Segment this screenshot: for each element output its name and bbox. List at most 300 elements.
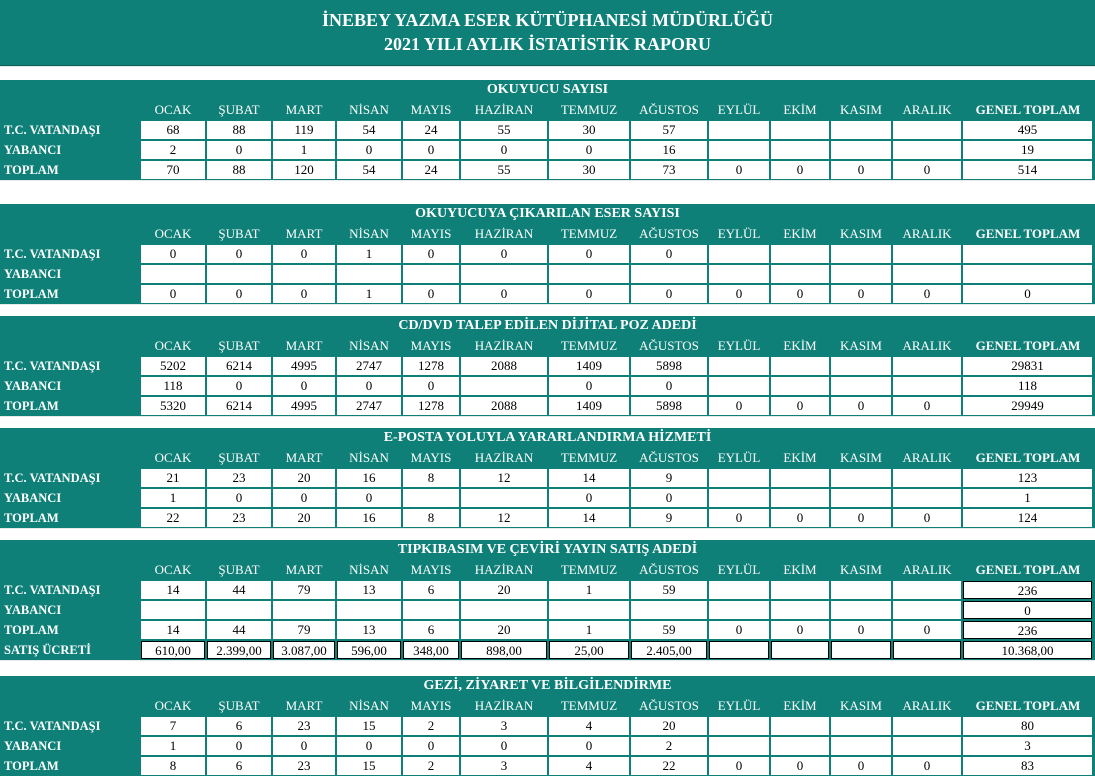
table-cell: 0 bbox=[831, 161, 891, 179]
table-cell bbox=[771, 377, 829, 395]
table-cell: 0 bbox=[273, 285, 335, 303]
table-cell: 0 bbox=[207, 141, 271, 159]
table-cell: 24 bbox=[403, 121, 459, 139]
month-header: ARALIK bbox=[902, 338, 952, 353]
row-label: T.C. VATANDAŞI bbox=[4, 719, 101, 733]
table-cell: 0 bbox=[831, 621, 891, 639]
table-cell bbox=[831, 121, 891, 139]
row-label: T.C. VATANDAŞI bbox=[4, 247, 101, 261]
table-cell: 0 bbox=[831, 509, 891, 527]
month-header: MAYIS bbox=[410, 450, 452, 465]
table-cell: 14 bbox=[549, 469, 629, 487]
table-row bbox=[0, 600, 1095, 620]
table-cell: 0 bbox=[709, 757, 769, 775]
table-cell: 22 bbox=[141, 509, 205, 527]
table-cell: 0 bbox=[337, 489, 401, 507]
table-cell: 1 bbox=[141, 489, 205, 507]
month-header: KASIM bbox=[840, 562, 882, 577]
month-header: NİSAN bbox=[349, 102, 389, 117]
table-cell: 6 bbox=[207, 717, 271, 735]
month-header: NİSAN bbox=[349, 450, 389, 465]
table-row bbox=[0, 620, 1095, 640]
total-cell: 0 bbox=[963, 601, 1092, 619]
table-cell: 44 bbox=[207, 621, 271, 639]
table-cell: 0 bbox=[709, 509, 769, 527]
month-header: TEMMUZ bbox=[560, 562, 618, 577]
month-header: TEMMUZ bbox=[560, 102, 618, 117]
stat-section bbox=[0, 316, 1095, 416]
table-cell: 5898 bbox=[631, 397, 707, 415]
table-cell: 596,00 bbox=[337, 641, 401, 659]
total-cell bbox=[963, 265, 1092, 283]
row-label: TOPLAM bbox=[4, 623, 59, 637]
total-cell: 236 bbox=[963, 621, 1092, 639]
table-cell: 1 bbox=[273, 141, 335, 159]
table-cell: 73 bbox=[631, 161, 707, 179]
table-cell bbox=[893, 601, 961, 619]
table-cell: 1 bbox=[337, 245, 401, 263]
month-header: ARALIK bbox=[902, 450, 952, 465]
table-cell: 120 bbox=[273, 161, 335, 179]
total-cell: 124 bbox=[963, 509, 1092, 527]
table-cell: 0 bbox=[709, 285, 769, 303]
table-cell bbox=[893, 141, 961, 159]
month-header-row bbox=[0, 224, 1095, 244]
month-header: AĞUSTOS bbox=[639, 102, 699, 117]
total-header: GENEL TOPLAM bbox=[975, 450, 1081, 465]
table-cell: 0 bbox=[631, 489, 707, 507]
table-cell: 20 bbox=[461, 581, 547, 599]
month-header: EYLÜL bbox=[717, 450, 761, 465]
table-cell: 0 bbox=[631, 285, 707, 303]
month-header: HAZİRAN bbox=[474, 226, 534, 241]
row-label: TOPLAM bbox=[4, 163, 59, 177]
table-cell: 0 bbox=[403, 285, 459, 303]
table-cell bbox=[893, 377, 961, 395]
table-cell: 2088 bbox=[461, 357, 547, 375]
table-cell bbox=[771, 121, 829, 139]
table-cell bbox=[771, 717, 829, 735]
table-cell: 2747 bbox=[337, 397, 401, 415]
stat-section bbox=[0, 80, 1095, 180]
table-cell bbox=[709, 469, 769, 487]
table-cell: 6 bbox=[207, 757, 271, 775]
table-cell: 3 bbox=[461, 757, 547, 775]
table-cell: 55 bbox=[461, 121, 547, 139]
table-cell: 348,00 bbox=[403, 641, 459, 659]
table-cell: 2747 bbox=[337, 357, 401, 375]
table-cell: 0 bbox=[207, 245, 271, 263]
total-cell: 29949 bbox=[963, 397, 1092, 415]
table-cell bbox=[709, 489, 769, 507]
month-header: EYLÜL bbox=[717, 226, 761, 241]
table-cell bbox=[141, 601, 205, 619]
table-cell bbox=[631, 265, 707, 283]
table-cell: 13 bbox=[337, 621, 401, 639]
month-header: ŞUBAT bbox=[218, 226, 260, 241]
table-cell: 6 bbox=[403, 581, 459, 599]
month-header: AĞUSTOS bbox=[639, 562, 699, 577]
table-cell bbox=[771, 245, 829, 263]
table-cell bbox=[893, 121, 961, 139]
table-cell: 0 bbox=[771, 161, 829, 179]
table-cell bbox=[207, 601, 271, 619]
month-header: EKİM bbox=[783, 226, 817, 241]
month-header: OCAK bbox=[154, 226, 192, 241]
table-cell: 6214 bbox=[207, 357, 271, 375]
table-cell: 0 bbox=[273, 245, 335, 263]
table-cell: 0 bbox=[337, 141, 401, 159]
table-cell: 0 bbox=[549, 489, 629, 507]
month-header: TEMMUZ bbox=[560, 698, 618, 713]
table-cell: 0 bbox=[207, 489, 271, 507]
table-cell: 0 bbox=[709, 161, 769, 179]
table-cell bbox=[771, 581, 829, 599]
table-cell: 0 bbox=[461, 737, 547, 755]
month-header: MART bbox=[285, 226, 323, 241]
table-cell bbox=[831, 641, 891, 659]
report-title bbox=[0, 0, 1095, 66]
month-header: EKİM bbox=[783, 698, 817, 713]
row-label: YABANCI bbox=[4, 491, 62, 505]
month-header: ARALIK bbox=[902, 226, 952, 241]
table-cell bbox=[831, 581, 891, 599]
month-header: NİSAN bbox=[349, 562, 389, 577]
total-cell: 83 bbox=[963, 757, 1092, 775]
month-header: NİSAN bbox=[349, 338, 389, 353]
row-label: YABANCI bbox=[4, 603, 62, 617]
month-header: ŞUBAT bbox=[218, 562, 260, 577]
total-cell: 29831 bbox=[963, 357, 1092, 375]
table-cell: 79 bbox=[273, 621, 335, 639]
table-cell: 0 bbox=[549, 377, 629, 395]
table-cell: 3 bbox=[461, 717, 547, 735]
table-cell bbox=[461, 601, 547, 619]
table-cell: 0 bbox=[771, 757, 829, 775]
table-cell bbox=[893, 265, 961, 283]
table-cell bbox=[461, 489, 547, 507]
table-cell: 0 bbox=[709, 621, 769, 639]
month-header: MART bbox=[285, 450, 323, 465]
table-cell: 55 bbox=[461, 161, 547, 179]
month-header: TEMMUZ bbox=[560, 338, 618, 353]
section-title: CD/DVD TALEP EDİLEN DİJİTAL POZ ADEDİ bbox=[0, 316, 1095, 336]
row-label: YABANCI bbox=[4, 267, 62, 281]
table-cell: 0 bbox=[771, 621, 829, 639]
table-cell bbox=[771, 357, 829, 375]
table-row bbox=[0, 640, 1095, 660]
table-cell: 44 bbox=[207, 581, 271, 599]
table-cell: 0 bbox=[893, 509, 961, 527]
table-cell bbox=[403, 265, 459, 283]
row-label: T.C. VATANDAŞI bbox=[4, 123, 101, 137]
total-header: GENEL TOPLAM bbox=[975, 226, 1081, 241]
table-cell: 30 bbox=[549, 161, 629, 179]
month-header: TEMMUZ bbox=[560, 226, 618, 241]
month-header: OCAK bbox=[154, 698, 192, 713]
total-cell: 123 bbox=[963, 469, 1092, 487]
row-label: YABANCI bbox=[4, 739, 62, 753]
table-cell: 14 bbox=[141, 581, 205, 599]
table-cell: 0 bbox=[549, 737, 629, 755]
table-cell: 2 bbox=[403, 757, 459, 775]
table-cell: 59 bbox=[631, 581, 707, 599]
table-cell: 6214 bbox=[207, 397, 271, 415]
table-cell: 12 bbox=[461, 509, 547, 527]
month-header: TEMMUZ bbox=[560, 450, 618, 465]
table-cell: 16 bbox=[337, 509, 401, 527]
month-header: EKİM bbox=[783, 450, 817, 465]
stat-section bbox=[0, 540, 1095, 660]
table-cell bbox=[709, 717, 769, 735]
month-header: NİSAN bbox=[349, 698, 389, 713]
table-cell: 1278 bbox=[403, 397, 459, 415]
month-header: EKİM bbox=[783, 338, 817, 353]
table-cell: 0 bbox=[141, 245, 205, 263]
table-row bbox=[0, 736, 1095, 756]
table-cell: 7 bbox=[141, 717, 205, 735]
month-header: OCAK bbox=[154, 338, 192, 353]
total-cell bbox=[963, 245, 1092, 263]
table-cell: 23 bbox=[207, 469, 271, 487]
table-cell: 16 bbox=[337, 469, 401, 487]
month-header: HAZİRAN bbox=[474, 450, 534, 465]
table-row bbox=[0, 160, 1095, 180]
table-cell bbox=[831, 737, 891, 755]
table-cell: 0 bbox=[631, 245, 707, 263]
section-gap bbox=[0, 180, 1095, 205]
table-cell: 23 bbox=[273, 717, 335, 735]
table-cell: 14 bbox=[141, 621, 205, 639]
table-row bbox=[0, 488, 1095, 508]
table-cell: 14 bbox=[549, 509, 629, 527]
stat-section bbox=[0, 204, 1095, 304]
row-label: T.C. VATANDAŞI bbox=[4, 359, 101, 373]
month-header: KASIM bbox=[840, 102, 882, 117]
section-title: E-POSTA YOLUYLA YARARLANDIRMA HİZMETİ bbox=[0, 428, 1095, 448]
month-header: HAZİRAN bbox=[474, 338, 534, 353]
month-header-row bbox=[0, 696, 1095, 716]
total-cell: 0 bbox=[963, 285, 1092, 303]
table-cell bbox=[831, 601, 891, 619]
month-header: AĞUSTOS bbox=[639, 450, 699, 465]
month-header: MART bbox=[285, 698, 323, 713]
month-header: ŞUBAT bbox=[218, 698, 260, 713]
total-header: GENEL TOPLAM bbox=[975, 102, 1081, 117]
table-cell: 1 bbox=[549, 621, 629, 639]
table-cell: 0 bbox=[831, 285, 891, 303]
table-cell: 1 bbox=[337, 285, 401, 303]
table-cell bbox=[831, 357, 891, 375]
table-cell: 15 bbox=[337, 757, 401, 775]
table-row bbox=[0, 244, 1095, 264]
total-cell: 514 bbox=[963, 161, 1092, 179]
table-cell bbox=[403, 489, 459, 507]
table-cell: 2088 bbox=[461, 397, 547, 415]
row-label: TOPLAM bbox=[4, 511, 59, 525]
table-cell: 0 bbox=[771, 397, 829, 415]
table-cell bbox=[771, 489, 829, 507]
total-cell: 3 bbox=[963, 737, 1092, 755]
table-cell: 3.087,00 bbox=[273, 641, 335, 659]
table-cell: 88 bbox=[207, 161, 271, 179]
table-cell bbox=[273, 601, 335, 619]
month-header: MAYIS bbox=[410, 562, 452, 577]
total-cell: 19 bbox=[963, 141, 1092, 159]
table-cell: 0 bbox=[893, 621, 961, 639]
total-cell: 1 bbox=[963, 489, 1092, 507]
month-header: ŞUBAT bbox=[218, 338, 260, 353]
table-cell bbox=[831, 489, 891, 507]
table-cell bbox=[771, 141, 829, 159]
report-title-line2: 2021 YILI AYLIK İSTATİSTİK RAPORU bbox=[383, 34, 712, 54]
row-label: TOPLAM bbox=[4, 759, 59, 773]
table-cell bbox=[831, 377, 891, 395]
table-cell bbox=[771, 265, 829, 283]
table-cell: 0 bbox=[403, 141, 459, 159]
section-title: GEZİ, ZİYARET VE BİLGİLENDİRME bbox=[0, 676, 1095, 696]
table-cell: 0 bbox=[461, 245, 547, 263]
table-cell: 898,00 bbox=[461, 641, 547, 659]
table-cell bbox=[709, 601, 769, 619]
month-header: MAYIS bbox=[410, 698, 452, 713]
month-header: OCAK bbox=[154, 450, 192, 465]
table-cell bbox=[771, 737, 829, 755]
table-row bbox=[0, 468, 1095, 488]
month-header-row bbox=[0, 448, 1095, 468]
table-cell: 24 bbox=[403, 161, 459, 179]
table-cell bbox=[207, 265, 271, 283]
table-cell bbox=[549, 601, 629, 619]
table-cell: 2 bbox=[403, 717, 459, 735]
table-cell bbox=[141, 265, 205, 283]
table-cell: 6 bbox=[403, 621, 459, 639]
table-cell bbox=[461, 265, 547, 283]
month-header-row bbox=[0, 560, 1095, 580]
table-cell bbox=[549, 265, 629, 283]
table-cell: 5898 bbox=[631, 357, 707, 375]
table-cell bbox=[893, 737, 961, 755]
table-cell: 25,00 bbox=[549, 641, 629, 659]
table-cell bbox=[893, 245, 961, 263]
table-cell bbox=[273, 265, 335, 283]
table-cell: 13 bbox=[337, 581, 401, 599]
table-cell: 9 bbox=[631, 509, 707, 527]
total-cell: 118 bbox=[963, 377, 1092, 395]
table-cell: 57 bbox=[631, 121, 707, 139]
month-header: NİSAN bbox=[349, 226, 389, 241]
table-cell: 15 bbox=[337, 717, 401, 735]
month-header: EKİM bbox=[783, 562, 817, 577]
table-cell: 0 bbox=[461, 285, 547, 303]
table-cell: 1409 bbox=[549, 357, 629, 375]
table-cell: 0 bbox=[337, 737, 401, 755]
table-row bbox=[0, 356, 1095, 376]
table-cell: 2.405,00 bbox=[631, 641, 707, 659]
row-label: SATIŞ ÜCRETİ bbox=[4, 643, 91, 657]
row-label: TOPLAM bbox=[4, 287, 59, 301]
table-cell bbox=[893, 581, 961, 599]
table-cell: 4 bbox=[549, 757, 629, 775]
table-cell: 54 bbox=[337, 161, 401, 179]
section-title: OKUYUCUYA ÇIKARILAN ESER SAYISI bbox=[0, 204, 1095, 224]
stat-section bbox=[0, 428, 1095, 528]
table-cell: 0 bbox=[771, 509, 829, 527]
section-title: TIPKIBASIM VE ÇEVİRİ YAYIN SATIŞ ADEDİ bbox=[0, 540, 1095, 560]
table-cell bbox=[771, 469, 829, 487]
table-cell: 54 bbox=[337, 121, 401, 139]
table-cell bbox=[337, 601, 401, 619]
month-header: AĞUSTOS bbox=[639, 226, 699, 241]
table-cell: 4 bbox=[549, 717, 629, 735]
total-header: GENEL TOPLAM bbox=[975, 562, 1081, 577]
table-cell: 20 bbox=[273, 469, 335, 487]
table-cell: 0 bbox=[893, 397, 961, 415]
table-cell bbox=[771, 601, 829, 619]
table-row bbox=[0, 376, 1095, 396]
month-header: AĞUSTOS bbox=[639, 698, 699, 713]
month-header: ŞUBAT bbox=[218, 102, 260, 117]
month-header: MAYIS bbox=[410, 226, 452, 241]
table-cell: 9 bbox=[631, 469, 707, 487]
month-header: ŞUBAT bbox=[218, 450, 260, 465]
table-cell bbox=[709, 265, 769, 283]
table-cell bbox=[709, 581, 769, 599]
table-cell bbox=[831, 245, 891, 263]
table-cell bbox=[831, 141, 891, 159]
section-title: OKUYUCU SAYISI bbox=[0, 80, 1095, 100]
month-header: EKİM bbox=[783, 102, 817, 117]
table-cell bbox=[709, 377, 769, 395]
table-cell: 0 bbox=[141, 285, 205, 303]
month-header: HAZİRAN bbox=[474, 102, 534, 117]
table-cell: 0 bbox=[403, 245, 459, 263]
table-cell bbox=[893, 641, 961, 659]
table-cell: 0 bbox=[207, 737, 271, 755]
table-cell: 610,00 bbox=[141, 641, 205, 659]
table-cell bbox=[893, 357, 961, 375]
table-cell bbox=[709, 357, 769, 375]
row-label: T.C. VATANDAŞI bbox=[4, 583, 101, 597]
table-row bbox=[0, 284, 1095, 304]
month-header: KASIM bbox=[840, 450, 882, 465]
table-cell bbox=[893, 717, 961, 735]
month-header: AĞUSTOS bbox=[639, 338, 699, 353]
month-header: MART bbox=[285, 562, 323, 577]
table-cell: 68 bbox=[141, 121, 205, 139]
table-cell: 1 bbox=[549, 581, 629, 599]
month-header: EYLÜL bbox=[717, 698, 761, 713]
month-header: MART bbox=[285, 338, 323, 353]
month-header: ARALIK bbox=[902, 102, 952, 117]
month-header: MAYIS bbox=[410, 338, 452, 353]
table-cell bbox=[831, 717, 891, 735]
table-cell: 4995 bbox=[273, 397, 335, 415]
table-cell: 70 bbox=[141, 161, 205, 179]
table-cell: 0 bbox=[207, 285, 271, 303]
table-cell bbox=[709, 141, 769, 159]
table-cell: 16 bbox=[631, 141, 707, 159]
table-cell: 2 bbox=[141, 141, 205, 159]
table-cell bbox=[709, 121, 769, 139]
stat-section bbox=[0, 676, 1095, 776]
table-row bbox=[0, 508, 1095, 528]
table-cell bbox=[631, 601, 707, 619]
table-cell bbox=[893, 489, 961, 507]
table-cell: 0 bbox=[831, 757, 891, 775]
table-row bbox=[0, 716, 1095, 736]
table-cell: 8 bbox=[403, 509, 459, 527]
